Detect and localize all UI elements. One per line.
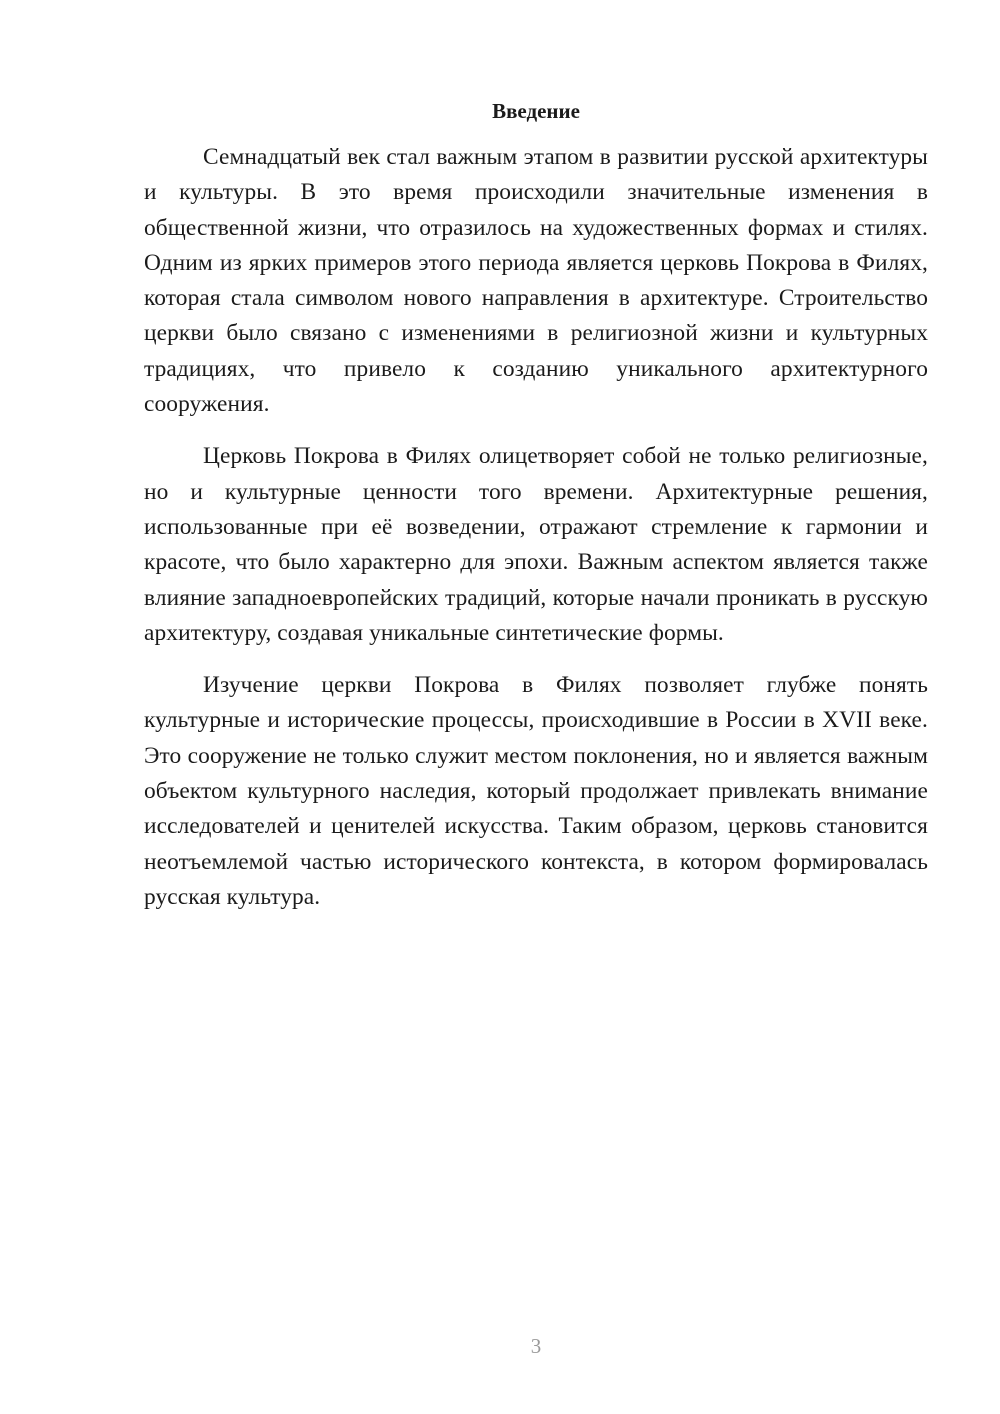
document-body [144,140,928,932]
section-heading: Введение [492,99,580,123]
paragraph-3: Изучение церкви Покрова в Филях позволяет глубже понять культурные и исторические процессы, происходившие в России в XVII веке. Это сооружение не только служит местом поклонения, но и является важным объектом культурного наследия, который продолжает привлекать внимание исследователей и ценителей искусства. Таким образом, церковь становится неотъемлемой частью исторического контекста, в котором формировалась русская культура. [144,672,928,910]
page-number: 3 [530,1334,542,1358]
paragraph-2: Церковь Покрова в Филях олицетворяет собой не только религиозные, но и культурные ценности того времени. Архитектурные решения, использованные при её возведении, отражают стремление к гармонии и красоте, что было характерно для эпохи. Важным аспектом является также влияние западноевропейских традиций, которые начали проникать в русскую архитектуру, создавая уникальные синтетические формы. [144,443,928,646]
paragraph-1: Семнадцатый век стал важным этапом в развитии русской архитектуры и культуры. В это время происходили значительные изменения в общественной жизни, что отразилось на художественных формах и стилях. Одним из ярких примеров этого периода является церковь Покрова в Филях, которая стала символом нового направления в архитектуре. Строительство церкви было связано с изменениями в религиозной жизни и культурных традициях, что привело к созданию уникального архитектурного сооружения. [144,144,928,418]
